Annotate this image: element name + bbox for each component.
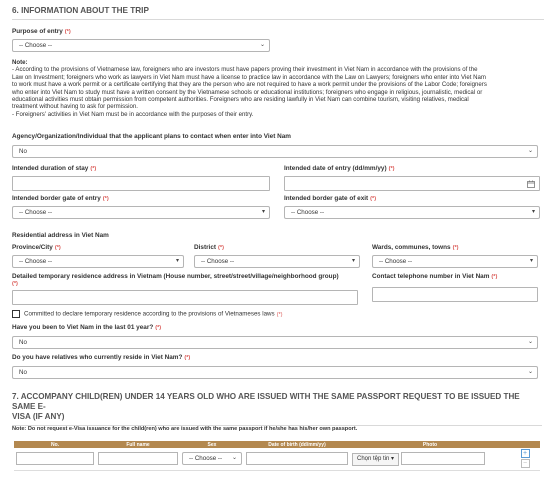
note-line: who enter into Viet Nam to study must have a written consent by the Vietnamese schools or educational institutions; foreigners who engage in religious, journalistic, medical or — [12, 88, 483, 96]
agency-group — [12, 133, 540, 158]
border-exit-label: Intended border gate of exit — [284, 195, 369, 202]
chevron-down-icon: ▾ — [529, 258, 533, 264]
child-sex-value: -- Choose -- — [189, 455, 223, 463]
chevron-down-icon: ⌄ — [527, 339, 533, 345]
chevron-down-icon: ⌄ — [259, 42, 265, 48]
province-value: -- Choose -- — [19, 258, 53, 265]
file-name-field — [401, 452, 485, 465]
section-6-title: 6. INFORMATION ABOUT THE TRIP — [12, 6, 544, 20]
entry-note — [12, 59, 542, 118]
chevron-down-icon: ⌄ — [527, 369, 533, 375]
purpose-of-entry-value: -- Choose -- — [19, 42, 53, 49]
required-mark: (*) — [218, 245, 224, 251]
required-mark: (*) — [388, 166, 395, 172]
column-header-full-name: Full name — [96, 441, 180, 448]
province-label: Province/City — [12, 244, 53, 251]
note-line: Law on Investment; foreigners who work as lawyers in Viet Nam must have a license to practice law in accordance with the Law on Lawyers; foreigners who enter into Viet Nam — [12, 73, 486, 81]
required-mark: (*) — [452, 245, 459, 251]
required-mark: (*) — [54, 245, 61, 251]
note-label: Note: — [12, 59, 28, 66]
temp-address-label: Detailed temporary residence address in Vietnam (House number, street/street/village/neighborhood group) — [12, 273, 339, 280]
agency-select[interactable] — [12, 145, 538, 158]
section-7-title-line: VISA (IF ANY) — [12, 412, 65, 421]
entry-date-label: Intended date of entry (dd/mm/yy) — [284, 165, 387, 172]
commit-label: Committed to declare temporary residence according to the provisions of Vietnameses laws — [24, 310, 275, 318]
choose-file-label: Chọn tệp tin — [357, 455, 390, 462]
required-mark: (*) — [370, 196, 377, 202]
children-table-wrap — [14, 441, 540, 471]
section-7-note: Note: Do not request e-Visa issuance for the child(ren) who are issued with the same passport if he/she has his/her own passport. — [12, 426, 358, 432]
commit-row — [12, 310, 283, 318]
duration-group — [12, 165, 270, 191]
child-sex-select[interactable] — [182, 452, 242, 465]
border-exit-group — [284, 195, 540, 219]
district-group — [194, 244, 360, 268]
section-7-title — [12, 392, 542, 426]
child-date-of-birth-input[interactable] — [246, 452, 348, 465]
agency-value: No — [19, 148, 27, 155]
ward-select[interactable] — [372, 255, 538, 268]
note-line: - Foreigners' activities in Viet Nam must be in accordance with the purposes of their entry. — [12, 110, 254, 118]
border-exit-select[interactable] — [284, 206, 540, 219]
district-select[interactable] — [194, 255, 360, 268]
chevron-down-icon: ⌄ — [231, 455, 237, 462]
ward-label: Wards, communes, towns — [372, 244, 451, 251]
chevron-down-icon: ⌄ — [527, 148, 533, 154]
chevron-down-icon: ▾ — [531, 209, 535, 215]
note-line: treatment without having to ask for permission. — [12, 103, 138, 111]
chevron-down-icon: ▾ — [391, 455, 395, 462]
choose-file-button[interactable] — [352, 453, 399, 466]
column-header-photo: Photo — [350, 441, 510, 448]
child-full-name-input[interactable] — [98, 452, 178, 465]
province-group — [12, 244, 184, 268]
required-mark: (*) — [102, 196, 109, 202]
required-mark: (*) — [184, 355, 191, 361]
column-header-date-of-birth: Date of birth (dd/mm/yy) — [244, 441, 350, 448]
been-vn-label: Have you been to Viet Nam in the last 01 year? — [12, 324, 154, 331]
district-value: -- Choose -- — [201, 258, 235, 265]
child-no-input[interactable] — [16, 452, 94, 465]
relatives-value: No — [19, 369, 27, 376]
district-label: District — [194, 244, 217, 251]
entry-date-input[interactable] — [284, 176, 540, 191]
chevron-down-icon: ▾ — [261, 209, 265, 215]
calendar-icon[interactable] — [527, 180, 535, 188]
been-vn-value: No — [19, 339, 27, 346]
duration-input[interactable] — [12, 176, 270, 191]
add-child-button[interactable]: + — [521, 449, 530, 458]
phone-label: Contact telephone number in Viet Nam — [372, 273, 490, 280]
border-entry-label: Intended border gate of entry — [12, 195, 101, 202]
relatives-select[interactable] — [12, 366, 538, 379]
required-mark: (*) — [491, 274, 498, 280]
purpose-of-entry-label: Purpose of entry — [12, 28, 63, 35]
border-exit-value: -- Choose -- — [291, 209, 325, 216]
border-entry-value: -- Choose -- — [19, 209, 53, 216]
agency-label: Agency/Organization/Individual that the applicant plans to contact when enter into Viet Nam — [12, 133, 291, 140]
chevron-down-icon: ▾ — [175, 258, 179, 264]
relatives-group — [12, 354, 540, 379]
entry-date-group — [284, 165, 540, 191]
table-header-row — [14, 441, 540, 448]
note-line: to work must have a work permit or a certificate certifying that they are the person who are not required to have a work permit under the provisions of the Labor Code; foreigners — [12, 81, 487, 89]
note-line: - According to the provisions of Vietnamese law, foreigners who are investors must have papers proving their investment in Viet Nam in accordance with the provisions of the — [12, 66, 478, 74]
note-line: educational activities must obtain permission from competent authorities. Foreigners who are residing lawfully in Viet Nam can combine tourism, visiting relatives, medical — [12, 96, 469, 104]
required-mark: (*) — [155, 325, 162, 331]
required-mark: (*) — [64, 29, 71, 35]
been-vn-group — [12, 324, 540, 349]
purpose-of-entry-group — [12, 28, 272, 52]
remove-child-button[interactable]: − — [521, 459, 530, 468]
column-header-actions — [510, 441, 540, 448]
table-row — [14, 448, 540, 470]
phone-input[interactable] — [372, 287, 538, 302]
column-header-sex: Sex — [180, 441, 244, 448]
border-entry-select[interactable] — [12, 206, 270, 219]
commit-checkbox[interactable] — [12, 310, 20, 318]
border-entry-group — [12, 195, 270, 219]
purpose-of-entry-select[interactable] — [12, 39, 270, 52]
required-mark: (*) — [276, 311, 283, 318]
been-vn-select[interactable] — [12, 336, 538, 349]
phone-group — [372, 273, 540, 302]
ward-group — [372, 244, 540, 268]
ward-value: -- Choose -- — [379, 258, 413, 265]
residential-address-title: Residential address in Viet Nam — [12, 232, 109, 239]
relatives-label: Do you have relatives who currently reside in Viet Nam? — [12, 354, 183, 361]
required-mark: (*) — [12, 281, 18, 287]
section-7-title-line: 7. ACCOMPANY CHILD(REN) UNDER 14 YEARS OLD WHO ARE ISSUED WITH THE SAME PASSPORT REQUEST TO BE ISSUED THE SAME E- — [12, 392, 520, 411]
required-mark: (*) — [90, 166, 97, 172]
province-select[interactable] — [12, 255, 184, 268]
column-header-no: No. — [14, 441, 96, 448]
chevron-down-icon: ▾ — [351, 258, 355, 264]
duration-label: Intended duration of stay — [12, 165, 89, 172]
children-table — [14, 441, 540, 471]
temp-address-input[interactable] — [12, 290, 358, 305]
temp-address-group — [12, 273, 360, 305]
